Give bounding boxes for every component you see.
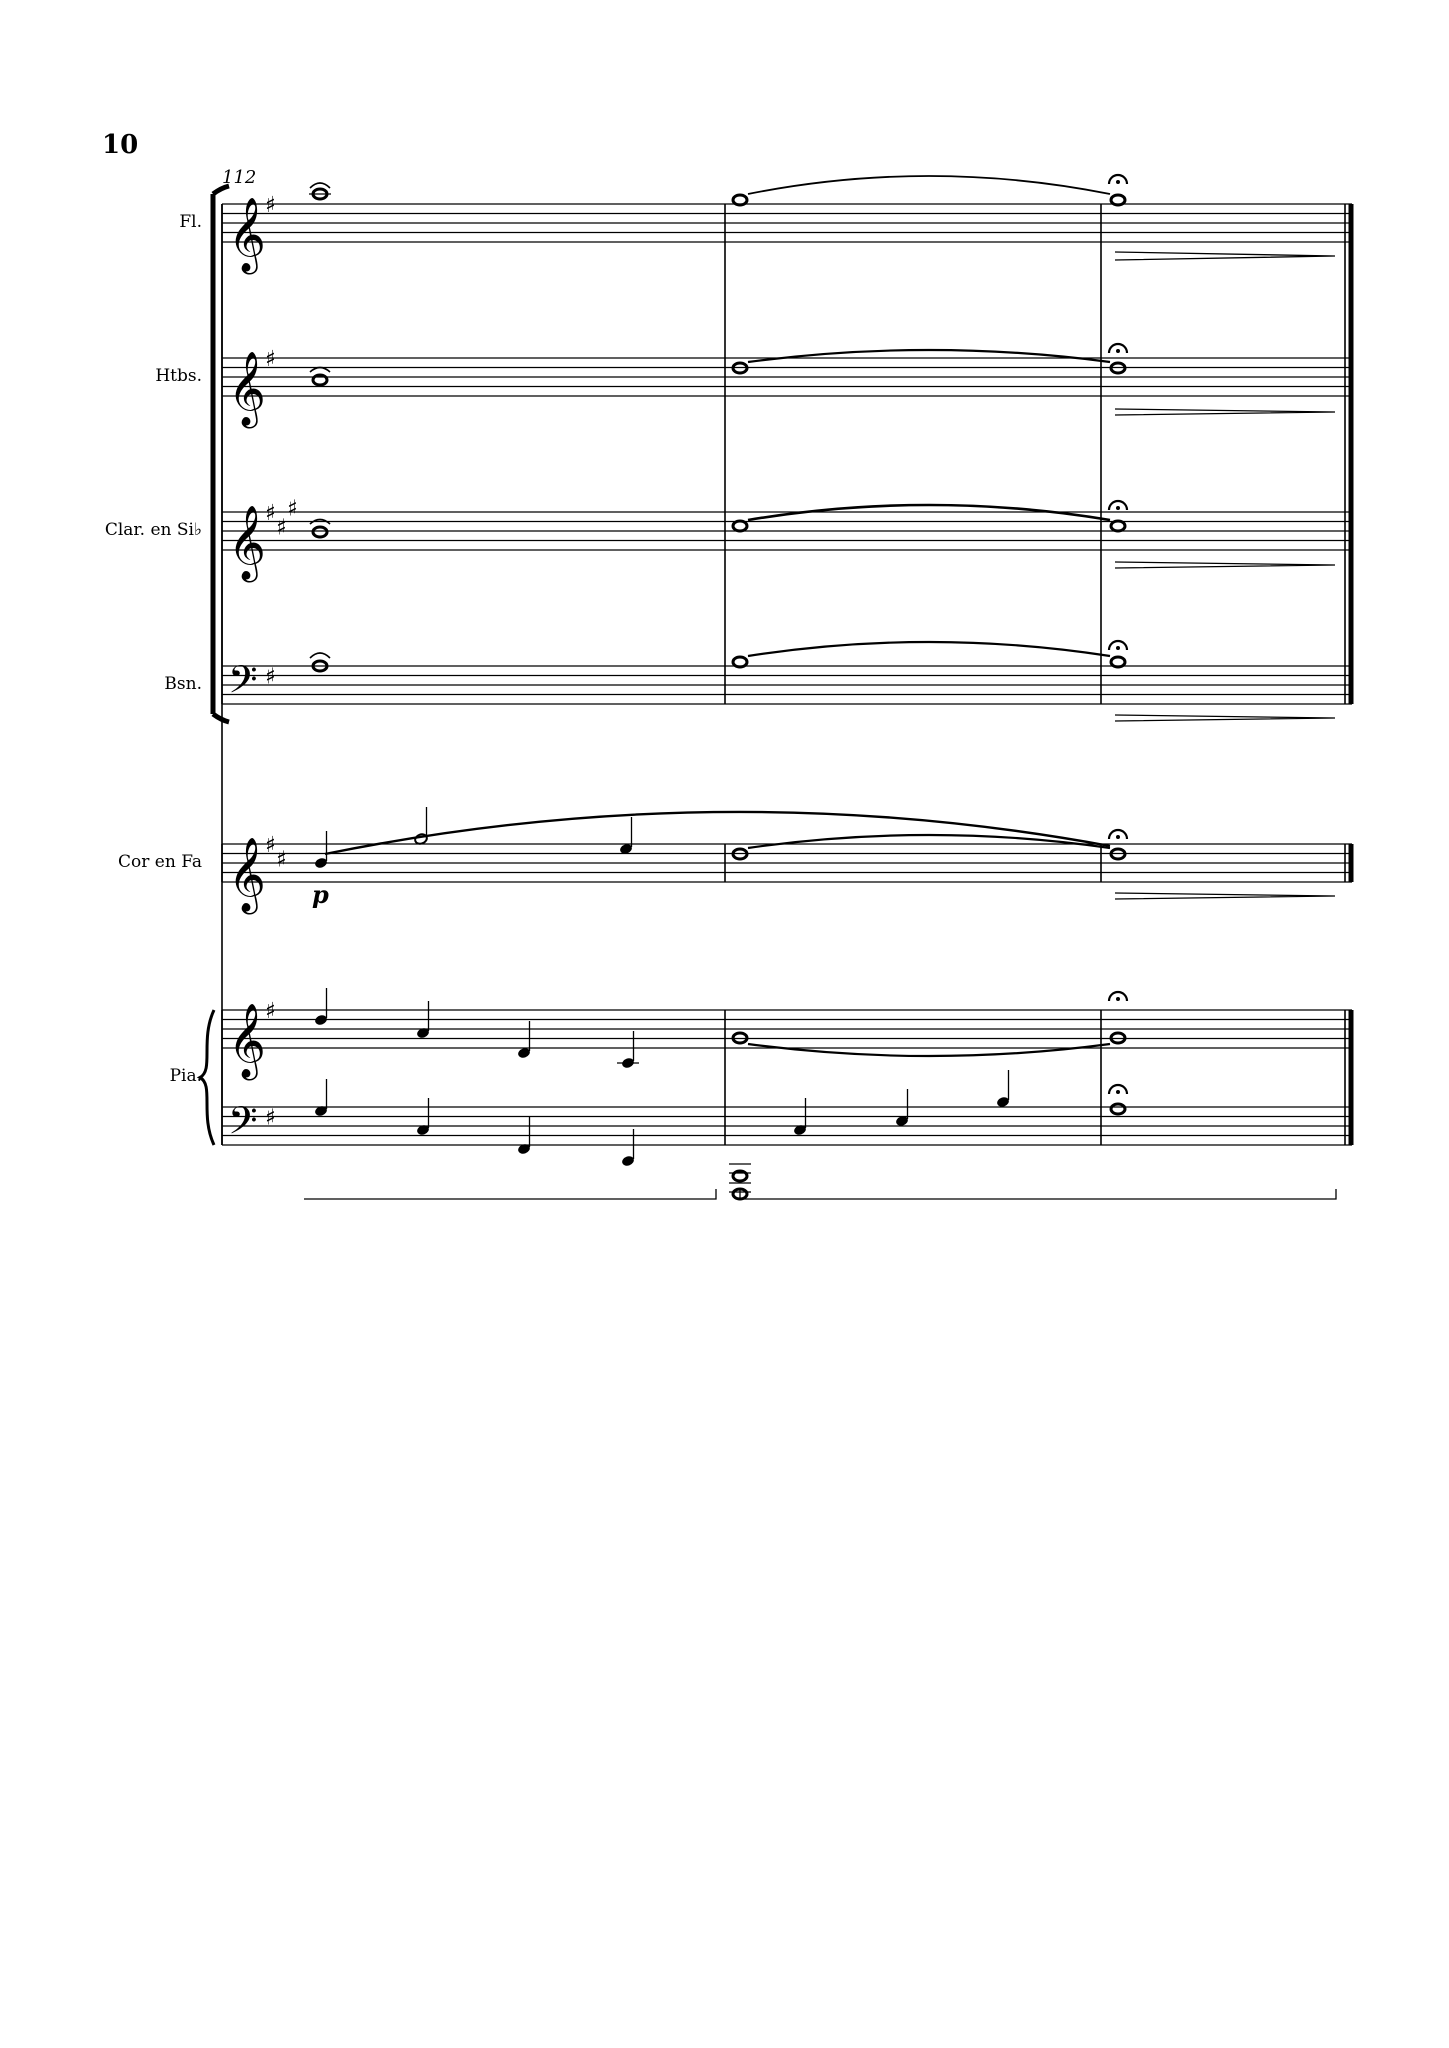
pedal-bracket <box>740 1189 1336 1199</box>
instrument-label-horn: Cor en Fa <box>118 852 202 872</box>
woodwind-bracket <box>213 186 229 722</box>
instrument-label-oboe: Htbs. <box>155 366 202 386</box>
fermata-dot <box>1116 506 1120 510</box>
dynamic-horn-piano: p <box>312 880 329 909</box>
instrument-label-piano: Pia. <box>169 1066 202 1086</box>
sharp-sign: ♯ <box>265 999 276 1024</box>
tie-start <box>310 368 330 373</box>
treble-clef: 𝄞 <box>228 198 266 272</box>
slurs-and-ties <box>310 176 1110 1056</box>
decrescendo-hairpin <box>1115 715 1335 721</box>
sharp-sign: ♯ <box>265 664 276 690</box>
whole-note <box>1111 195 1125 205</box>
fermata-dot <box>1116 349 1120 353</box>
instrument-label-bassoon: Bsn. <box>164 674 202 694</box>
decrescendo-hairpin <box>1115 562 1335 568</box>
sharp-sign: ♯ <box>265 193 276 218</box>
page-number: 10 <box>102 130 139 160</box>
slur <box>748 642 1110 656</box>
whole-note <box>733 195 747 205</box>
piano-brace <box>200 1010 214 1145</box>
sharp-sign: ♯ <box>276 847 287 873</box>
tie <box>748 1044 1110 1056</box>
fermata-dot <box>1116 1090 1120 1094</box>
whole-note <box>1111 1104 1125 1114</box>
sharp-sign: ♯ <box>265 501 276 526</box>
barlines <box>222 204 1351 1145</box>
key-signatures <box>265 193 298 1131</box>
tie-start <box>310 653 330 658</box>
whole-note <box>1111 657 1125 667</box>
whole-note <box>733 521 747 531</box>
sharp-sign: ♯ <box>287 496 298 522</box>
fermata-dot <box>1116 835 1120 839</box>
treble-clef: 𝄞 <box>228 838 266 912</box>
fermata-dot <box>1116 997 1120 1001</box>
instrument-label-flute: Fl. <box>179 212 202 232</box>
staves <box>222 204 1352 1145</box>
treble-clef: 𝄞 <box>228 1004 266 1078</box>
slur <box>325 812 1110 854</box>
tie-start <box>310 183 330 188</box>
slur <box>748 176 1110 194</box>
sharp-sign: ♯ <box>265 347 276 372</box>
whole-note <box>1111 521 1125 531</box>
treble-clef: 𝄞 <box>228 352 266 426</box>
decrescendo-hairpin <box>1115 893 1335 899</box>
bass-clef: 𝄢 <box>228 657 258 711</box>
decrescendo-hairpin <box>1115 409 1335 415</box>
whole-note <box>313 527 327 537</box>
whole-note <box>733 657 747 667</box>
treble-clef: 𝄞 <box>228 506 266 580</box>
fermata-dot <box>1116 180 1120 184</box>
whole-note <box>313 375 327 385</box>
slur <box>748 350 1110 362</box>
measure-number: 112 <box>222 167 257 188</box>
sharp-sign: ♯ <box>265 1105 276 1131</box>
decrescendo-hairpin <box>1115 252 1335 260</box>
bass-clef: 𝄢 <box>228 1098 258 1152</box>
sharp-sign: ♯ <box>276 515 287 541</box>
pedal-bracket <box>304 1189 716 1199</box>
fermata-dot <box>1116 646 1120 650</box>
sharp-sign: ♯ <box>265 833 276 858</box>
instrument-label-clarinet: Clar. en Si♭ <box>104 520 202 540</box>
